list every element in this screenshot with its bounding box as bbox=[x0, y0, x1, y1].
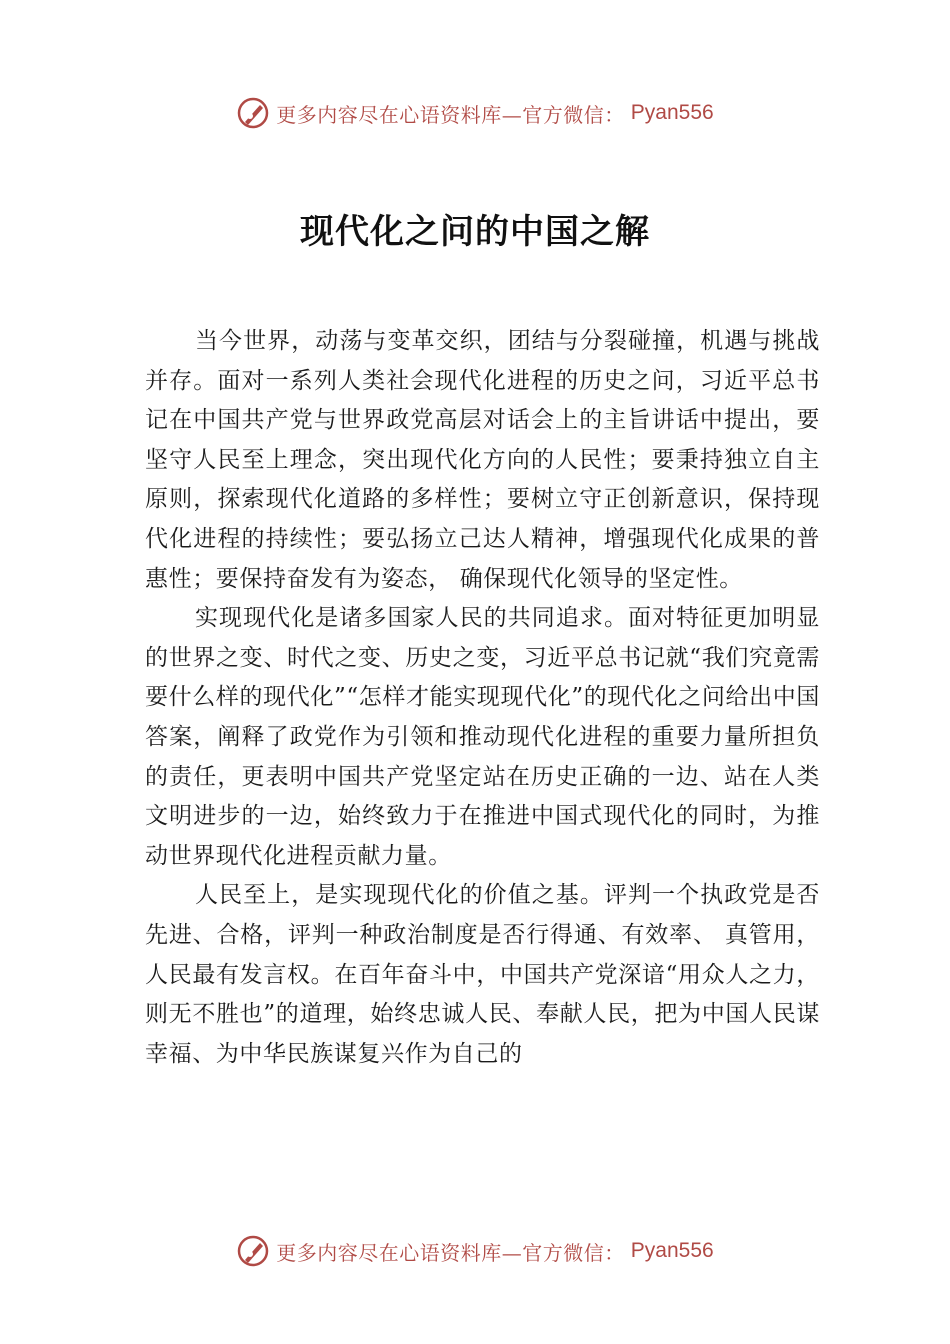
paragraph: 人民至上，是实现现代化的价值之基。评判一个执政党是否先进、合格，评判一种政治制度是否行得通、有效率、 真管用，人民最有发言权。在百年奋斗中，中国共产党深谙“用众人之力，则无不胜也”的道理，始终忠诚人民、奉献人民，把为中国人民谋幸福、为中华民族谋复兴作为自己的 bbox=[145, 882, 820, 1067]
watermark-text: 更多内容尽在心语资料库—官方微信： bbox=[276, 1240, 625, 1265]
footer-watermark bbox=[0, 1234, 950, 1268]
watermark-id: Pyan556 bbox=[630, 1239, 714, 1262]
article-body bbox=[145, 322, 820, 1074]
paragraph: 当今世界，动荡与变革交织，团结与分裂碰撞，机遇与挑战并存。面对一系列人类社会现代化进程的历史之问，习近平总书记在中国共产党与世界政党高层对话会上的主旨讲话中提出，要坚守人民至上理念，突出现代化方向的人民性；要秉持独立自主原则，探索现代化道路的多样性；要树立守正创新意识，保持现代化进程的持续性；要弘扬立己达人精神，增强现代化成果的普惠性；要保持奋发有为姿态， 确保现代化领导的坚定性。 bbox=[145, 328, 820, 592]
header-watermark bbox=[0, 96, 950, 130]
pen-logo-icon bbox=[236, 96, 270, 130]
paragraph: 实现现代化是诸多国家人民的共同追求。面对特征更加明显的世界之变、时代之变、历史之变，习近平总书记就“我们究竟需要什么样的现代化”“怎样才能实现现代化”的现代化之问给出中国答案，阐释了政党作为引领和推动现代化进程的重要力量所担负的责任，更表明中国共产党坚定站在历史正确的一边、站在人类文明进步的一边，始终致力于在推进中国式现代化的同时，为推动世界现代化进程贡献力量。 bbox=[145, 605, 820, 869]
pen-logo-icon bbox=[236, 1234, 270, 1268]
page-title: 现代化之问的中国之解 bbox=[300, 212, 650, 252]
watermark-id: Pyan556 bbox=[630, 101, 714, 124]
watermark-text: 更多内容尽在心语资料库—官方微信： bbox=[276, 102, 625, 127]
